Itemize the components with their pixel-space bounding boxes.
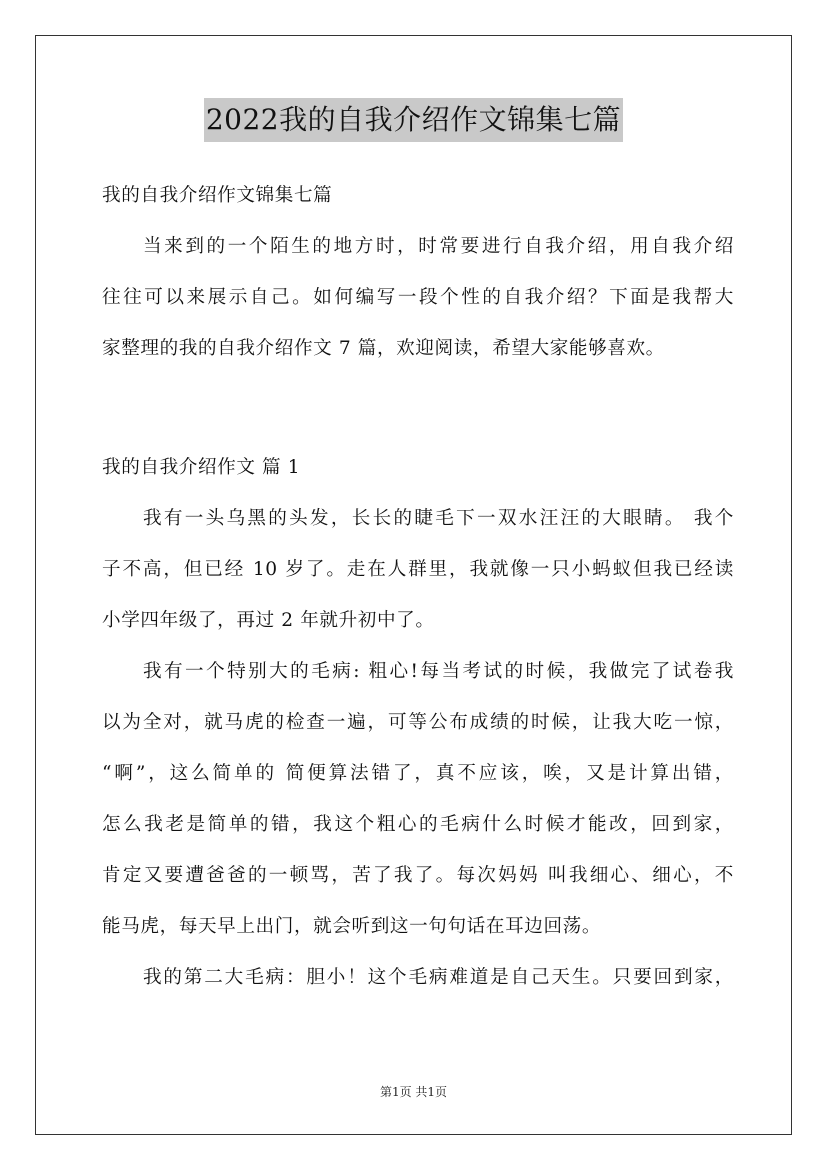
title-container bbox=[0, 98, 827, 142]
paragraph-line: 我有一头乌黑的头发，长长的睫毛下一双水汪汪的大眼睛。 我个 bbox=[143, 508, 734, 529]
paragraph-line: 能马虎，每天早上出门，就会听到这一句句话在耳边回荡。 bbox=[102, 916, 602, 937]
page-footer: 第1页 共1页 bbox=[379, 1085, 448, 1099]
section-gap bbox=[102, 374, 734, 442]
intro-line: 家整理的我的自我介绍作文 7 篇，欢迎阅读，希望大家能够喜欢。 bbox=[102, 338, 665, 359]
paragraph-line: 我有一个特别大的毛病: 粗心!每当考试的时候，我做完了试卷我 bbox=[143, 661, 734, 682]
section-heading: 我的自我介绍作文 篇 1 bbox=[102, 457, 301, 478]
paragraph-line: 肯定又要遭爸爸的一顿骂，苦了我了。每次妈妈 叫我细心、细心，不 bbox=[102, 865, 734, 886]
paragraph-line: 子不高，但已经 10 岁了。走在人群里，我就像一只小蚂蚁但我已经读 bbox=[102, 559, 734, 580]
intro-line: 当来到的一个陌生的地方时，时常要进行自我介绍，用自我介绍 bbox=[143, 236, 734, 257]
paragraph-line: 小学四年级了，再过 2 年就升初中了。 bbox=[102, 610, 435, 631]
intro-line: 往往可以来展示自己。如何编写一段个性的自我介绍？下面是我帮大 bbox=[102, 287, 734, 308]
paragraph-line: “啊”，这么简单的 简便算法错了，真不应该，唉，又是计算出错， bbox=[102, 763, 734, 784]
paragraph-line: 我的第二大毛病：胆小！这个毛病难道是自己天生。只要回到家， bbox=[143, 967, 734, 988]
paragraph-line: 以为全对，就马虎的检查一遍，可等公布成绩的时候，让我大吃一惊， bbox=[102, 712, 734, 733]
document-body bbox=[102, 170, 734, 1003]
paragraph-line: 怎么我老是简单的错，我这个粗心的毛病什么时候才能改，回到家， bbox=[102, 814, 734, 835]
document-subtitle: 我的自我介绍作文锦集七篇 bbox=[102, 185, 333, 206]
document-title: 2022我的自我介绍作文锦集七篇 bbox=[204, 98, 623, 142]
